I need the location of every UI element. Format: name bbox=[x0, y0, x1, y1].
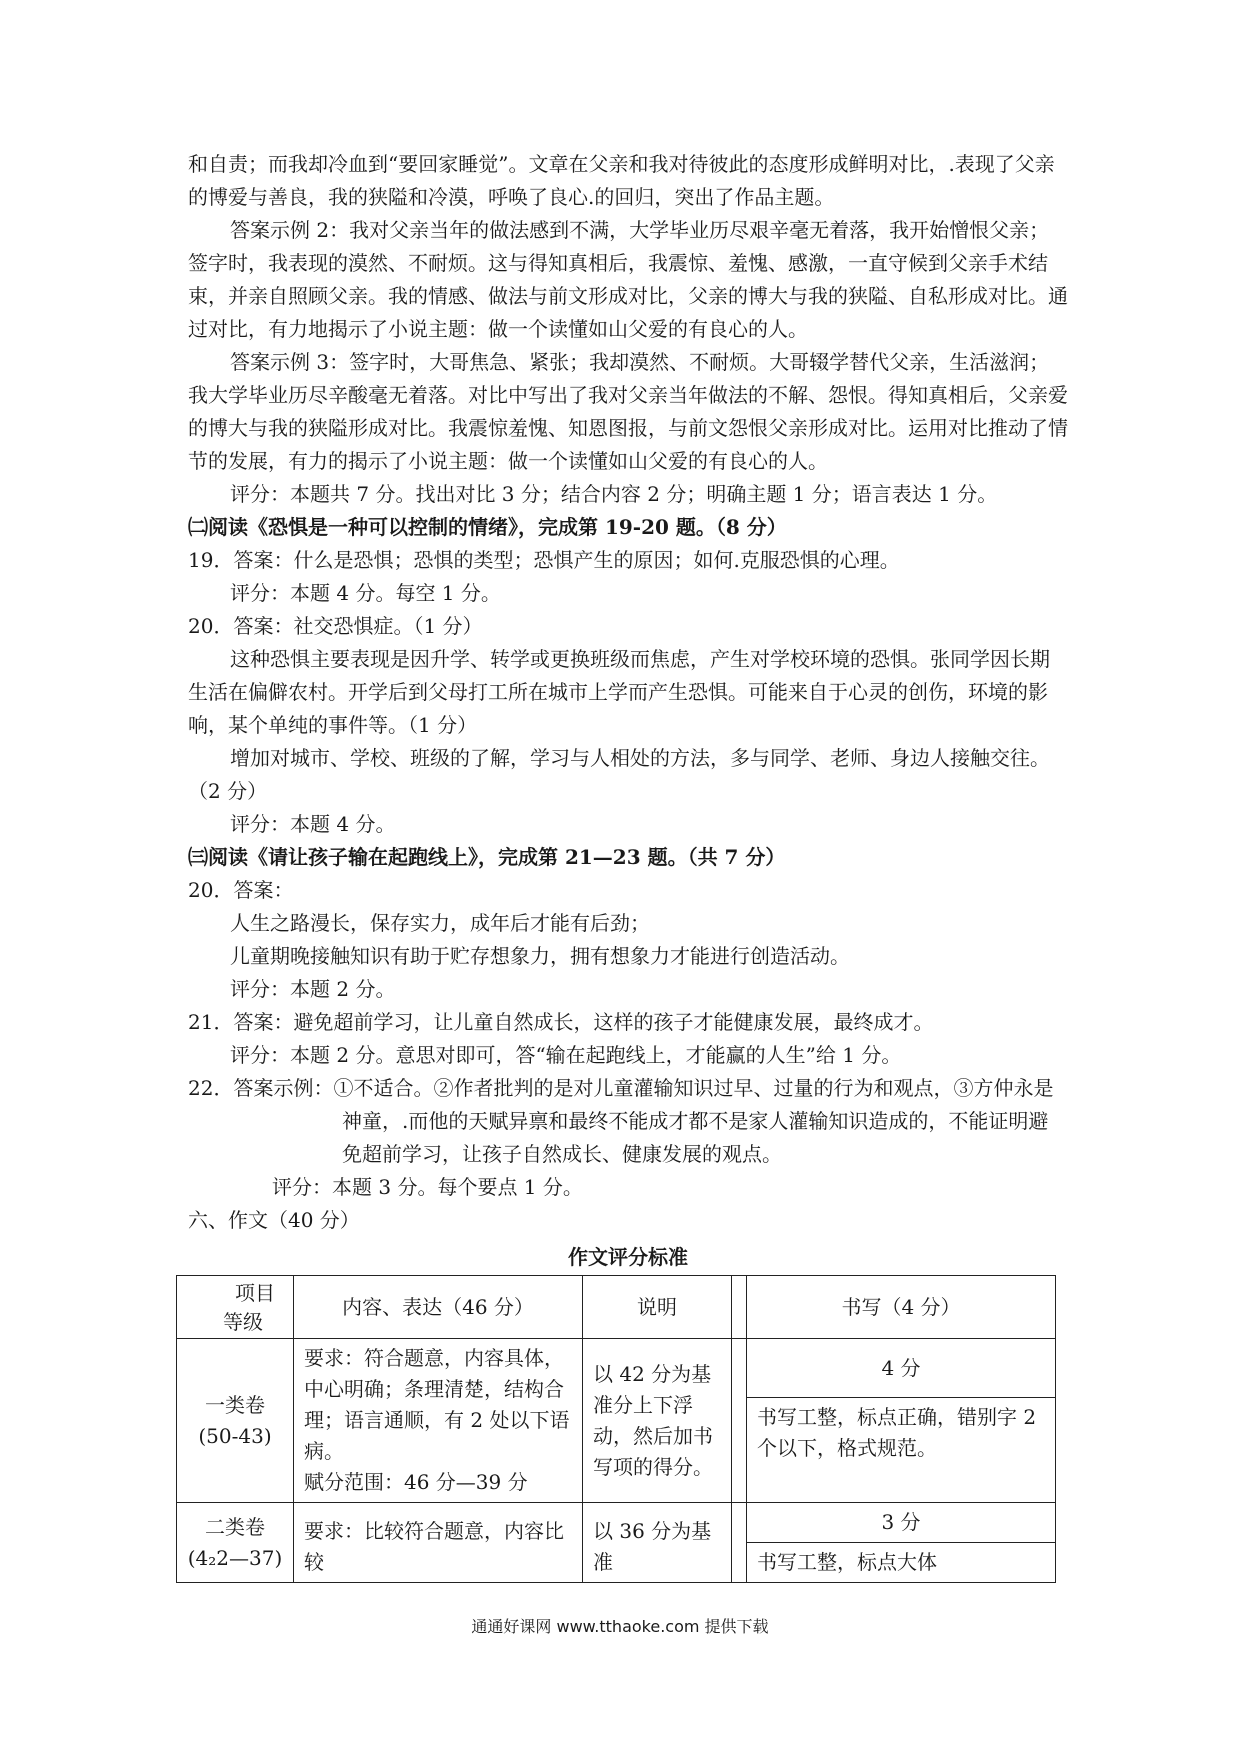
level-range: (50-43) bbox=[198, 1423, 272, 1448]
table-row bbox=[177, 1339, 1056, 1398]
answer-line: 儿童期晚接触知识有助于贮存想象力，拥有想象力才能进行创造活动。 bbox=[230, 944, 850, 968]
paragraph: 增加对城市、学校、班级的了解，学习与人相处的方法，多与同学、老师、身边人接触交往。（2 分） bbox=[188, 746, 1050, 803]
section-heading: ㈢阅读《请让孩子输在起跑线上》，完成第 21—23 题。（共 7 分） bbox=[188, 845, 786, 869]
header-note: 说明 bbox=[583, 1276, 732, 1339]
table-header-row bbox=[177, 1276, 1056, 1339]
header-content: 内容、表达（46 分） bbox=[294, 1276, 583, 1339]
answer-21: 21．答案：避免超前学习，让儿童自然成长，这样的孩子才能健康发展，最终成才。 bbox=[188, 1010, 934, 1034]
answer-19: 19．答案：什么是恐惧；恐惧的类型；恐惧产生的原因；如何.克服恐惧的心理。 bbox=[188, 548, 900, 572]
paragraph: 这种恐惧主要表现是因升学、转学或更换班级而焦虑，产生对学校环境的恐惧。张同学因长期生活在偏僻农村。开学后到父母打工所在城市上学而产生恐惧。可能来自于心灵的创伤，环境的影响，某个单纯的事件等。（1 分） bbox=[188, 647, 1050, 737]
content-score-range: 赋分范围：46 分—39 分 bbox=[304, 1470, 528, 1494]
section-heading: 六、作文（40 分） bbox=[188, 1208, 360, 1232]
writing-score: 4 分 bbox=[747, 1339, 1056, 1398]
row-note: 以 42 分为基准分上下浮动，然后加书写项的得分。 bbox=[583, 1339, 732, 1503]
answer-key-body bbox=[188, 148, 1068, 1583]
scoring-note: 评分：本题 4 分。每空 1 分。 bbox=[230, 581, 501, 605]
page-footer: 通通好课网 www.tthaoke.com 提供下载 bbox=[471, 1617, 769, 1636]
row-note: 以 36 分为基准 bbox=[583, 1503, 732, 1583]
paragraph: 答案示例 3：签字时，大哥焦急、紧张；我却漠然、不耐烦。大哥辍学替代父亲，生活滋润；我大学毕业历尽辛酸毫无着落。对比中写出了我对父亲当年做法的不解、怨恨。得知真相后，父亲爱的博大与我的狭隘形成对比。我震惊羞愧、知恩图报，与前文怨恨父亲形成对比。运用对比推动了情节的发展，有力的揭示了小说主题：做一个读懂如山父爱的有良心的人。 bbox=[188, 350, 1068, 473]
level-name: 二类卷 bbox=[205, 1514, 265, 1539]
table-title: 作文评分标准 bbox=[568, 1245, 688, 1269]
header-item: 项目 bbox=[235, 1281, 275, 1305]
header-level: 等级 bbox=[223, 1310, 263, 1334]
writing-description: 书写工整，标点正确，错别字 2 个以下，格式规范。 bbox=[747, 1398, 1056, 1503]
table-divider bbox=[732, 1503, 747, 1583]
writing-score: 3 分 bbox=[747, 1503, 1056, 1543]
row-content: 要求：比较符合题意，内容比较 bbox=[294, 1503, 583, 1583]
paragraph: 答案示例 2：我对父亲当年的做法感到不满，大学毕业历尽艰辛毫无着落，我开始憎恨父亲；签字时，我表现的漠然、不耐烦。这与得知真相后，我震惊、羞愧、感激，一直守候到父亲手术结束，并亲自照顾父亲。我的情感、做法与前文形成对比，父亲的博大与我的狭隘、自私形成对比。通过对比，有力地揭示了小说主题：做一个读懂如山父爱的有良心的人。 bbox=[188, 218, 1068, 341]
table-divider bbox=[732, 1276, 747, 1339]
scoring-note: 评分：本题共 7 分。找出对比 3 分；结合内容 2 分；明确主题 1 分；语言表达 1 分。 bbox=[230, 482, 998, 506]
answer-line: 人生之路漫长，保存实力，成年后才能有后劲； bbox=[230, 911, 650, 935]
scoring-note: 评分：本题 4 分。 bbox=[230, 812, 396, 836]
header-item-level bbox=[177, 1276, 294, 1339]
scoring-note: 评分：本题 2 分。 bbox=[230, 977, 396, 1001]
writing-description: 书写工整，标点大体 bbox=[747, 1543, 1056, 1583]
header-writing: 书写（4 分） bbox=[747, 1276, 1056, 1339]
level-name: 一类卷 bbox=[205, 1392, 265, 1417]
row-level bbox=[177, 1339, 294, 1503]
row-content bbox=[294, 1339, 583, 1503]
paragraph: 和自责；而我却冷血到“要回家睡觉”。文章在父亲和我对待彼此的态度形成鲜明对比，.表现了父亲的博爱与善良，我的狭隘和冷漠，呼唤了良心.的回归，突出了作品主题。 bbox=[188, 152, 1055, 209]
content-requirement: 要求：符合题意，内容具体，中心明确；条理清楚，结构合理；语言通顺，有 2 处以下语病。 bbox=[304, 1346, 570, 1463]
level-range: (4₂2—37) bbox=[187, 1545, 283, 1570]
scoring-note: 评分：本题 2 分。意思对即可，答“输在起跑线上，才能赢的人生”给 1 分。 bbox=[230, 1043, 902, 1067]
row-level bbox=[177, 1503, 294, 1583]
scoring-note: 评分：本题 3 分。每个要点 1 分。 bbox=[272, 1175, 583, 1199]
answer-20: 20．答案：社交恐惧症。（1 分） bbox=[188, 614, 483, 638]
table-divider bbox=[732, 1339, 747, 1503]
grading-table bbox=[176, 1275, 1056, 1583]
answer-20b: 20．答案： bbox=[188, 878, 294, 902]
answer-22: 22．答案示例：①不适合。②作者批判的是对儿童灌输知识过早、过量的行为和观点，③方仲永是神童，.而他的天赋异禀和最终不能成才都不是家人灌输知识造成的，不能证明避免超前学习，让孩子自然成长、健康发展的观点。 bbox=[188, 1076, 1054, 1166]
section-heading: ㈡阅读《恐惧是一种可以控制的情绪》，完成第 19-20 题。（8 分） bbox=[188, 515, 787, 539]
table-row bbox=[177, 1503, 1056, 1543]
